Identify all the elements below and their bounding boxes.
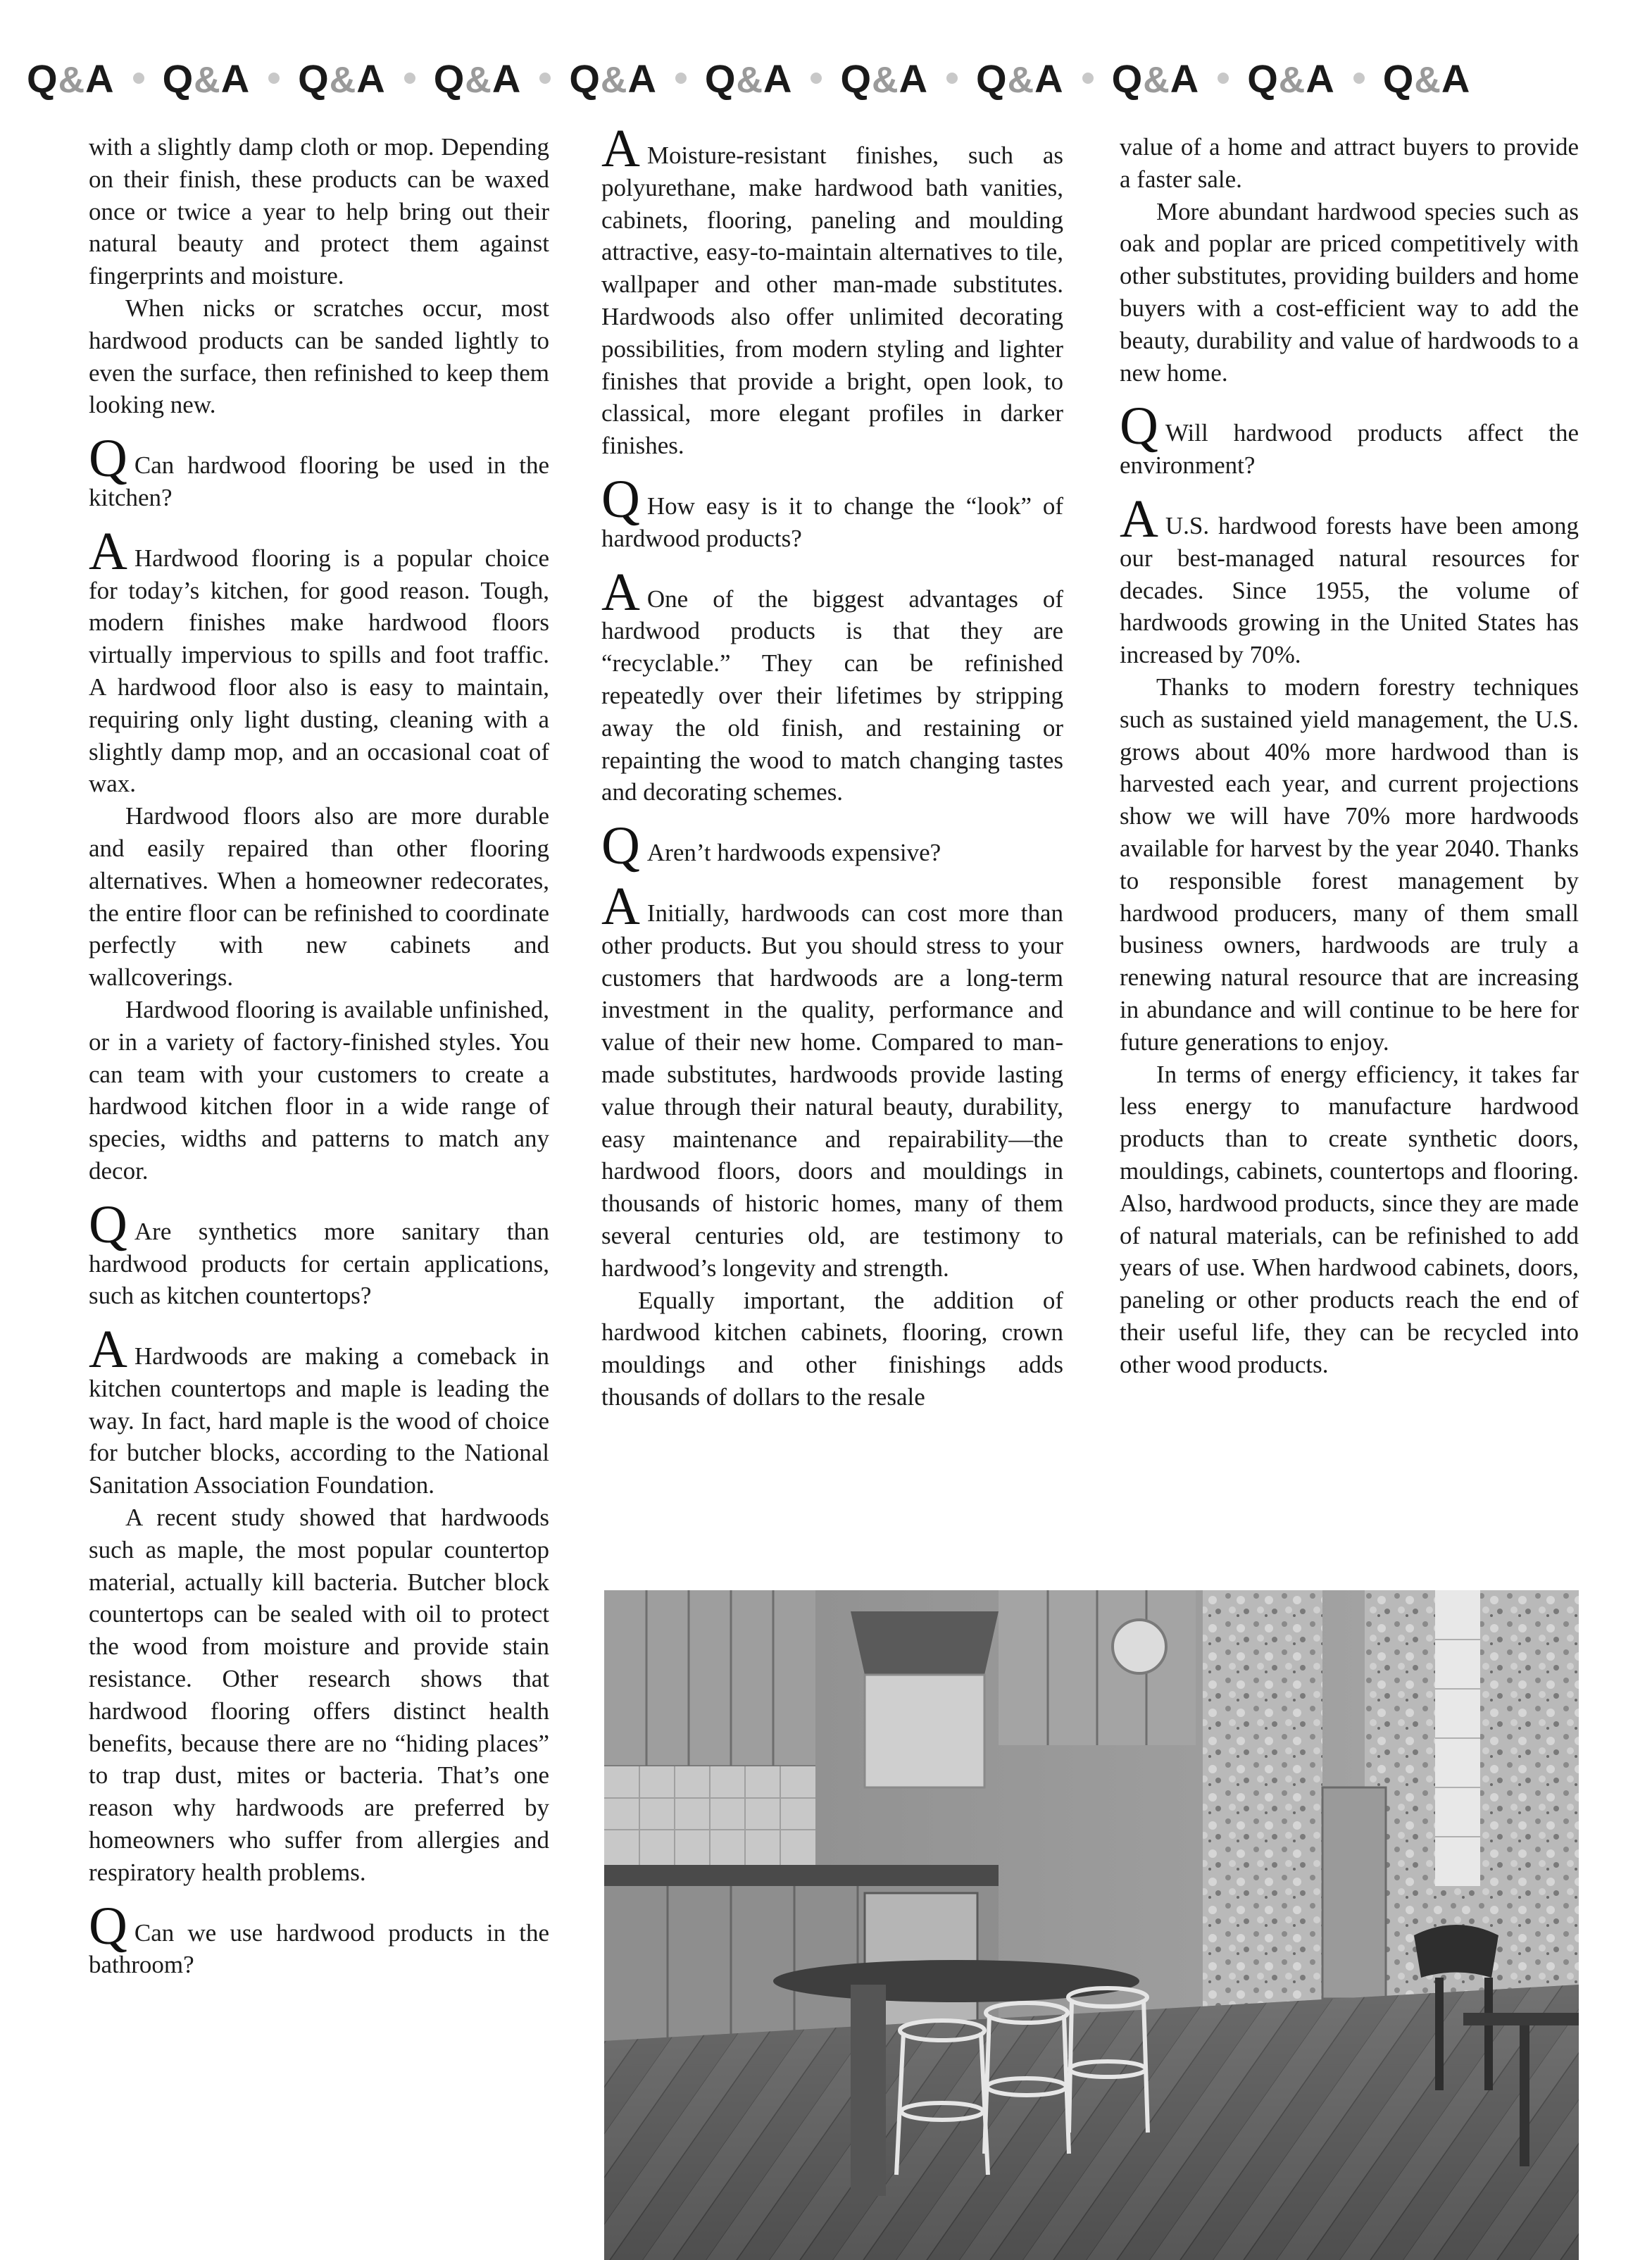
answer <box>89 1320 549 1502</box>
q-drop-letter: Q <box>1120 397 1158 456</box>
column-1 <box>89 131 549 1981</box>
banner-dot <box>1353 73 1365 84</box>
qa-banner-item: Q&A <box>162 56 251 101</box>
banner-dot <box>539 73 551 84</box>
body-paragraph: Hardwood floors also are more durable and easily repaired than other flooring alternatives. When a homeowner redecorates, the entire floor can be refinished to coordinate perfectly with new cabinets and wallcoverings. <box>89 802 549 992</box>
question <box>89 1896 549 1982</box>
banner-dot <box>1218 73 1229 84</box>
body-paragraph: When nicks or scratches occur, most hardwood products can be sanded lightly to even the surface, then refinished to keep them looking new. <box>89 294 549 419</box>
qa-banner-item: Q&A <box>976 56 1064 101</box>
answer-text: Hardwood flooring is a popular choice for today’s kitchen, for good reason. Tough, modern finishes make hardwood floors virtually impervious to spills and foot traffic. A hardwood floor also is easy to maintain, requiring only light dusting, cleaning with a slightly damp mop, and an occasional coat of wax. <box>89 544 549 798</box>
kitchen-photo-illustration <box>604 1590 1579 2260</box>
banner-dot <box>946 73 958 84</box>
banner-dot <box>811 73 822 84</box>
qa-banner-item: Q&A <box>840 56 929 101</box>
body-paragraph: More abundant hardwood species such as oak and poplar are priced competitively with other substitutes, providing builders and home buyers with a cost-efficient way to add the beauty, durability and value of hardwoods to a new home. <box>1120 197 1579 387</box>
qa-banner-item: Q&A <box>704 56 793 101</box>
banner-dot <box>1082 73 1094 84</box>
a-drop-letter: A <box>601 562 640 622</box>
answer <box>601 119 1063 462</box>
q-drop-letter: Q <box>601 816 640 876</box>
a-drop-letter: A <box>601 119 640 178</box>
column-3 <box>1120 131 1579 1380</box>
question <box>89 1194 549 1312</box>
question-text: Are synthetics more sanitary than hardwood products for certain applications, such as kitchen countertops? <box>89 1217 549 1310</box>
body-paragraph: A recent study showed that hardwoods such as maple, the most popular countertop material, actually kill bacteria. Butcher block countertops can be sealed with oil to protect the wood from moisture and provide stain resistance. Other research shows that hardwood flooring offers distinct health benefits, because there are no “hiding places” to trap dust, mites or bacteria. That’s one reason why hardwoods are preferred by homeowners who suffer from allergies and respiratory health problems. <box>89 1504 549 1886</box>
a-drop-letter: A <box>89 1320 127 1380</box>
answer-text: Hardwoods are making a comeback in kitchen countertops and maple is leading the way. In fact, hard maple is the wood of choice for butcher blocks, according to the National Sanitation Association Foundation. <box>89 1342 549 1499</box>
q-drop-letter: Q <box>89 1194 127 1254</box>
question-text: Will hardwood products affect the environment? <box>1120 419 1579 480</box>
question <box>1120 397 1579 482</box>
body-paragraph: Equally important, the addition of hardwood kitchen cabinets, flooring, crown mouldings and other finishings adds thousands of dollars to the resale <box>601 1286 1063 1411</box>
answer <box>601 876 1063 1285</box>
question <box>601 816 1063 876</box>
question-text: Can hardwood flooring be used in the kitchen? <box>89 451 549 511</box>
q-drop-letter: Q <box>601 469 640 529</box>
banner-dot <box>133 73 144 84</box>
question <box>89 429 549 514</box>
a-drop-letter: A <box>1120 489 1158 549</box>
q-drop-letter: Q <box>89 1896 127 1956</box>
qa-banner <box>0 54 1652 103</box>
qa-banner-item: Q&A <box>1247 56 1335 101</box>
question-text: How easy is it to change the “look” of hardwood products? <box>601 492 1063 552</box>
answer-text: Moisture-resistant finishes, such as polyurethane, make hardwood bath vanities, cabinets, flooring, paneling and moulding attractive, easy-to-maintain alternatives to tile, wallpaper and other man-made substitutes. Hardwoods also offer unlimited decorating possibilities, from modern styling and lighter finishes that provide a bright, open look, to classical, more elegant profiles in darker finishes. <box>601 142 1063 460</box>
qa-banner-item: Q&A <box>433 56 522 101</box>
q-drop-letter: Q <box>89 429 127 489</box>
qa-banner-item: Q&A <box>1382 56 1471 101</box>
body-paragraph: Hardwood flooring is available unfinished, or in a variety of factory-finished styles. You can team with your customers to create a hardwood kitchen floor in a wide range of species, widths and patterns to match any decor. <box>89 995 549 1185</box>
a-drop-letter: A <box>601 876 640 936</box>
answer-text: One of the biggest advantages of hardwood products is that they are “recyclable.” They can be refinished repeatedly over their lifetimes by stripping away the old finish, and restaining or repainting the wood to match changing tastes and decorating schemes. <box>601 585 1063 806</box>
question <box>601 469 1063 555</box>
banner-dot <box>404 73 415 84</box>
body-paragraph: Thanks to modern forestry techniques such as sustained yield management, the U.S. grows about 40% more hardwood than is harvested each year, and current projections show we will have 70% more hardwoods available for harvest by the year 2040. Thanks to responsible forest management by hardwood producers, many of them small business owners, hardwoods are truly a renewing natural resource that are increasing in abundance and will continue to be here for future generations to enjoy. <box>1120 673 1579 1056</box>
kitchen-photo <box>604 1590 1579 2260</box>
qa-banner-item: Q&A <box>27 56 115 101</box>
banner-dot <box>268 73 280 84</box>
body-paragraph: value of a home and attract buyers to provide a faster sale. <box>1120 133 1579 193</box>
qa-banner-item: Q&A <box>298 56 386 101</box>
qa-banner-item: Q&A <box>569 56 657 101</box>
a-drop-letter: A <box>89 521 127 581</box>
answer-text: Initially, hardwoods can cost more than other products. But you should stress to your customers that hardwoods are a long-term investment in the quality, performance and value of their new home. Compared to man-made substitutes, hardwoods provide lasting value through their natural beauty, durability, easy maintenance and repairability—the hardwood floors, doors and mouldings in thousands of historic homes, many of them several centuries old, are testimony to hardwood’s longevity and strength. <box>601 899 1063 1282</box>
banner-dot <box>675 73 687 84</box>
answer-text: U.S. hardwood forests have been among our best-managed natural resources for decades. Since 1955, the volume of hardwoods growing in the United States has increased by 70%. <box>1120 511 1579 669</box>
body-paragraph: with a slightly damp cloth or mop. Depending on their finish, these products can be waxed once or twice a year to help bring out their natural beauty and protect them against fingerprints and moisture. <box>89 133 549 290</box>
qa-banner-item: Q&A <box>1111 56 1200 101</box>
question-text: Can we use hardwood products in the bathroom? <box>89 1918 549 1979</box>
answer <box>1120 489 1579 671</box>
column-2 <box>601 119 1063 1413</box>
question-text: Aren’t hardwoods expensive? <box>646 839 941 867</box>
body-paragraph: In terms of energy efficiency, it takes far less energy to manufacture hardwood products than to create synthetic doors, mouldings, cabinets, countertops and flooring. Also, hardwood products, since they are made of natural materials, can be refinished to add years of use. When hardwood cabinets, doors, paneling or other products reach the end of their useful life, they can be recycled into other wood products. <box>1120 1060 1579 1378</box>
answer <box>601 562 1063 809</box>
answer <box>89 521 549 800</box>
